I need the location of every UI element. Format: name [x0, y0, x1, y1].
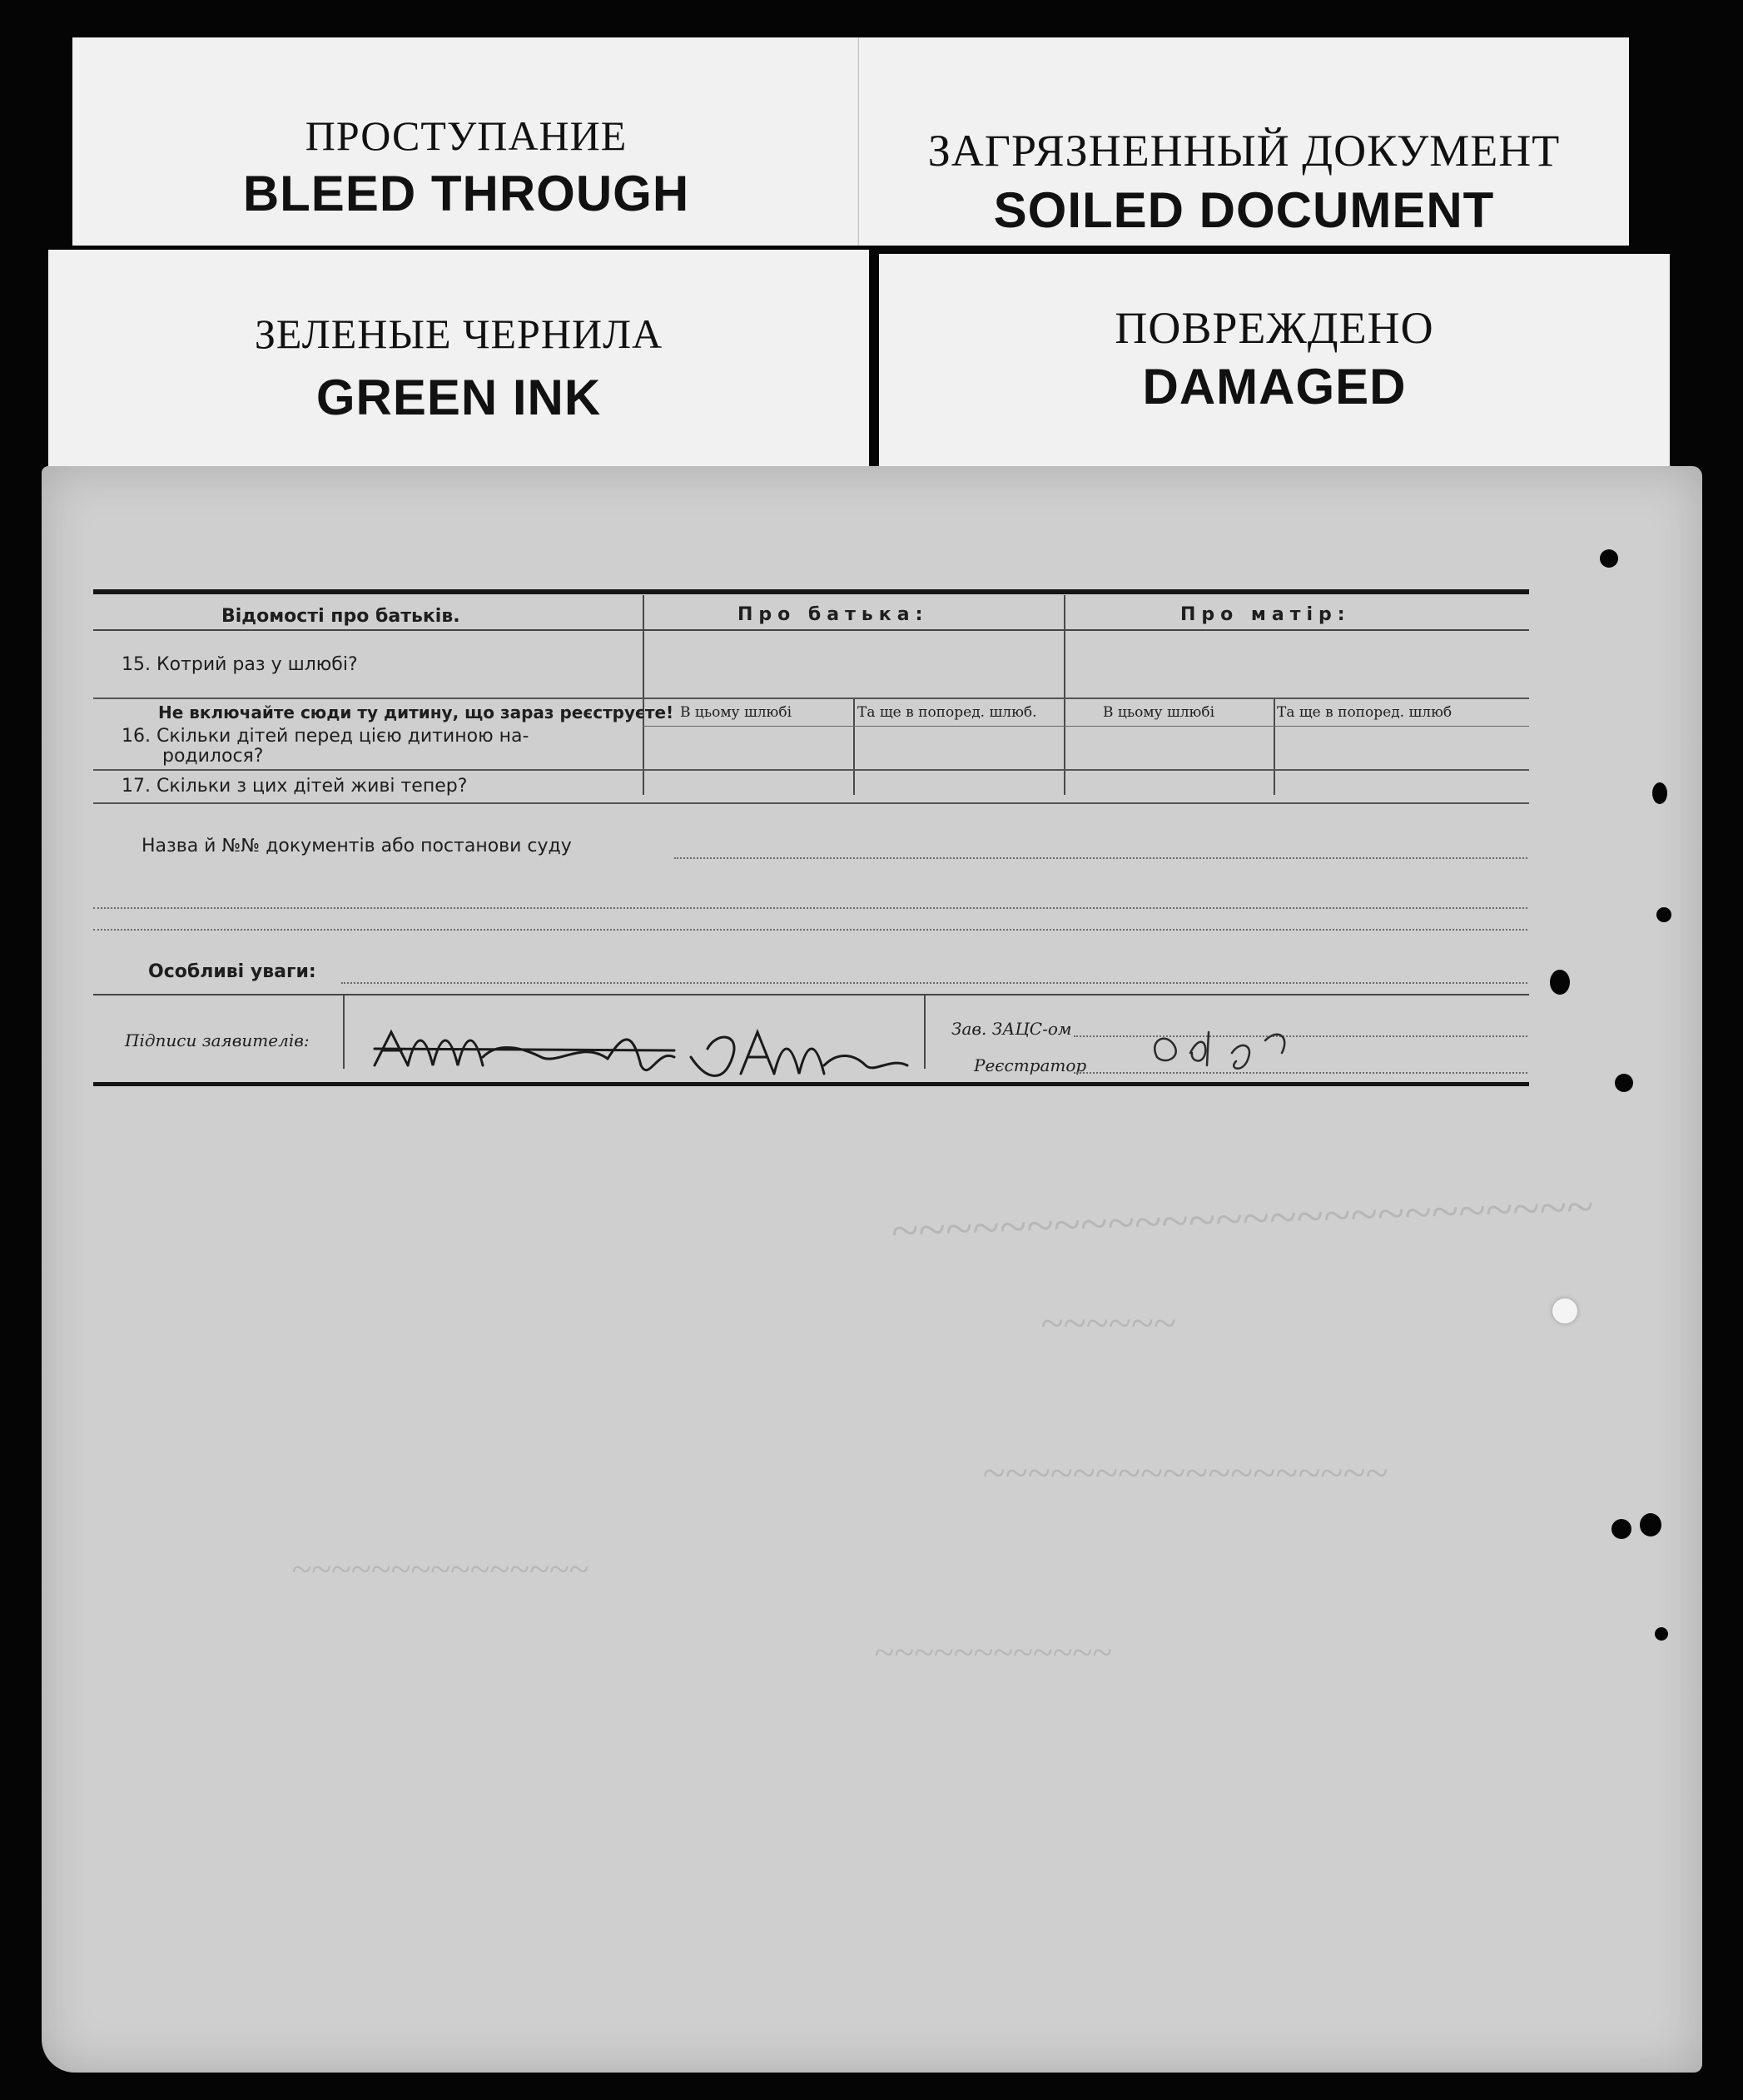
documents-line-3	[93, 929, 1527, 931]
bleed-through-ghost: ~~~~~~~~~~~~~~~	[291, 1549, 589, 1590]
punch-hole	[1656, 907, 1671, 922]
damaged-en: DAMAGED	[1142, 359, 1407, 415]
punch-hole	[1655, 1627, 1668, 1641]
remarks-line	[341, 982, 1527, 984]
registrar-signature	[1140, 1007, 1373, 1082]
soiled-document-label	[859, 37, 1629, 246]
bleed-through-en: BLEED THROUGH	[242, 166, 690, 221]
bleed-through-label	[72, 37, 860, 246]
header-rule	[93, 629, 1529, 631]
row-rule	[93, 802, 1529, 804]
punch-hole	[1600, 549, 1618, 568]
zags-head-label: Зав. ЗАЦС-ом	[951, 1019, 1072, 1039]
green-ink-en: GREEN INK	[315, 370, 602, 425]
row-15-label: 15. Котрий раз у шлюбі?	[122, 654, 358, 675]
row-rule	[93, 769, 1529, 771]
row-17-label: 17. Скільки з цих дітей живі тепер?	[122, 776, 468, 797]
column-divider	[1064, 595, 1065, 795]
soiled-document-en: SOILED DOCUMENT	[993, 182, 1495, 238]
bleed-through-ru: ПРОСТУПАНИЕ	[305, 112, 628, 159]
green-ink-ru: ЗЕЛЕНЫЕ ЧЕРНИЛА	[254, 310, 663, 357]
top-rule	[93, 589, 1529, 594]
row-rule	[93, 698, 1529, 699]
header-mother: Про матір:	[1180, 604, 1351, 625]
row-16-label: 16. Скільки дітей перед цією дитиною на-	[122, 726, 529, 747]
bleed-through-ghost: ~~~~~~~~~~~~~~~~~~~~~~~~~~	[890, 1179, 1594, 1259]
row-16-label-cont: родилося?	[162, 746, 264, 767]
punch-hole	[1652, 782, 1667, 804]
documents-line-2	[93, 907, 1527, 909]
father-current-marriage: В цьому шлюбі	[680, 704, 792, 721]
mother-previous-marriage: Та ще в попоред. шлюб	[1277, 704, 1452, 721]
father-previous-marriage: Та ще в попоред. шлюб.	[857, 704, 1037, 721]
documents-label: Назва й №№ документів або постанови суду	[142, 836, 572, 856]
column-divider	[853, 699, 855, 795]
signature-bracket-left	[343, 995, 345, 1069]
soiled-document-ru: ЗАГРЯЗНЕННЫЙ ДОКУМЕНТ	[927, 126, 1561, 176]
damaged-label	[879, 254, 1670, 474]
document-sheet	[42, 466, 1702, 2073]
mother-current-marriage: В цьому шлюбі	[1103, 704, 1215, 721]
header-father: Про батька:	[737, 604, 929, 625]
bleed-through-ghost: ~~~~~~	[1040, 1299, 1176, 1346]
punch-hole	[1640, 1513, 1661, 1537]
punch-hole	[1611, 1519, 1631, 1539]
torn-hole	[1552, 1298, 1577, 1323]
subheader-rule	[643, 726, 1529, 727]
row-16-note: Не включайте сюди ту дитину, що зараз реєструєте!	[158, 702, 674, 722]
registrar-label: Реєстратор	[974, 1055, 1087, 1075]
green-ink-label	[48, 250, 869, 473]
documents-line	[674, 857, 1527, 859]
remarks-label: Особливі уваги:	[148, 961, 316, 982]
bottom-rule	[93, 1082, 1529, 1086]
punch-hole	[1550, 970, 1570, 995]
punch-hole	[1615, 1074, 1633, 1092]
damaged-ru: ПОВРЕЖДЕНО	[1115, 303, 1434, 353]
signatures-label: Підписи заявителів:	[125, 1030, 310, 1050]
column-divider	[1274, 699, 1275, 795]
header-parents-info: Відомості про батьків.	[221, 606, 460, 627]
bleed-through-ghost: ~~~~~~~~~~~~	[874, 1632, 1112, 1673]
remarks-rule	[93, 994, 1529, 995]
bleed-through-ghost: ~~~~~~~~~~~~~~~~~~	[982, 1449, 1388, 1496]
column-divider	[643, 595, 644, 795]
